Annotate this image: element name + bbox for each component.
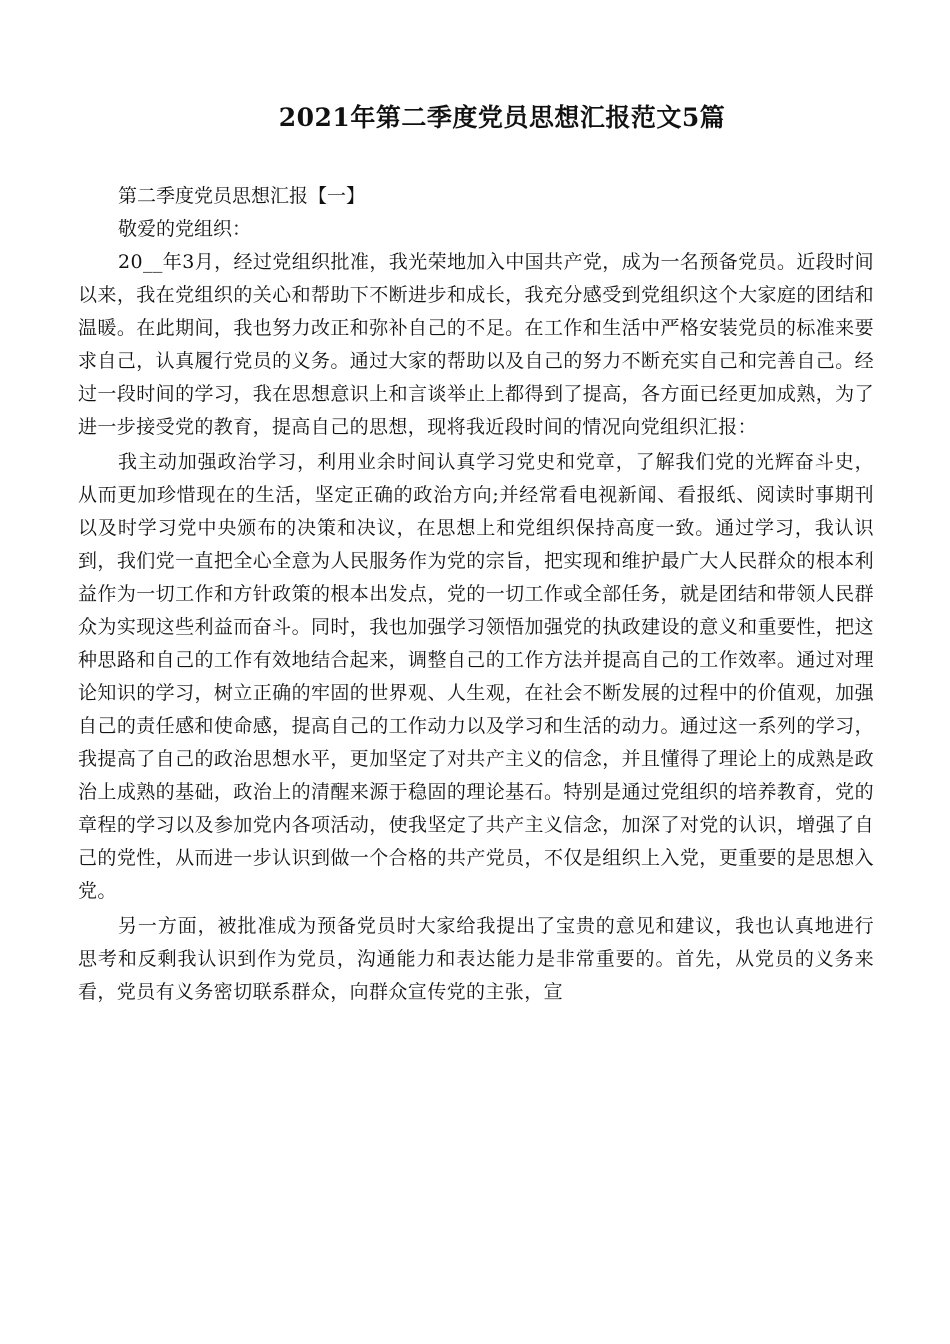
document-title: 2021年第二季度党员思想汇报范文5篇 [278,103,726,132]
document-page [78,96,874,1009]
body-paragraph-1: 20__年3月，经过党组织批准，我光荣地加入中国共产党，成为一名预备党员。近段时间以来，我在党组织的关心和帮助下不断进步和成长，我充分感受到党组织这个大家庭的团结和温暖。在此期间，我也努力改正和弥补自己的不足。在工作和生活中严格安装党员的标准来要求自己，认真履行党员的义务。通过大家的帮助以及自己的努力不断充实自己和完善自己。经过一段时间的学习，我在思想意识上和言谈举止上都得到了提高，各方面已经更加成熟，为了进一步接受党的教育，提高自己的思想，现将我近段时间的情况向党组织汇报： [78,251,874,438]
salutation: 敬爱的党组织： [118,218,252,240]
body-paragraph-2: 我主动加强政治学习，利用业余时间认真学习党史和党章，了解我们党的光辉奋斗史，从而更加珍惜现在的生活，坚定正确的政治方向;并经常看电视新闻、看报纸、阅读时事期刊以及时学习党中央颁布的决策和决议，在思想上和党组织保持高度一致。通过学习，我认识到，我们党一直把全心全意为人民服务作为党的宗旨，把实现和维护最广大人民群众的根本利益作为一切工作和方针政策的根本出发点，党的一切工作或全部任务，就是团结和带领人民群众为实现这些利益而奋斗。同时，我也加强学习领悟加强党的执政建设的意义和重要性，把这种思路和自己的工作有效地结合起来，调整自己的工作方法并提高自己的工作效率。通过对理论知识的学习，树立正确的牢固的世界观、人生观，在社会不断发展的过程中的价值观，加强自己的责任感和使命感，提高自己的工作动力以及学习和生活的动力。通过这一系列的学习，我提高了自己的政治思想水平，更加坚定了对共产主义的信念，并且懂得了理论上的成熟是政治上成熟的基础，政治上的清醒来源于稳固的理论基石。特别是通过党组织的培养教育，党的章程的学习以及参加党内各项活动，使我坚定了共产主义信念，加深了对党的认识，增强了自己的党性，从而进一步认识到做一个合格的共产党员，不仅是组织上入党，更重要的是思想入党。 [78,451,874,902]
body-paragraph-3: 另一方面，被批准成为预备党员时大家给我提出了宝贵的意见和建议，我也认真地进行思考和反剩我认识到作为党员，沟通能力和表达能力是非常重要的。首先，从党员的义务来看，党员有义务密切联系群众，向群众宣传党的主张，宣 [78,915,874,1003]
section-heading: 第二季度党员思想汇报【一】 [118,185,366,207]
